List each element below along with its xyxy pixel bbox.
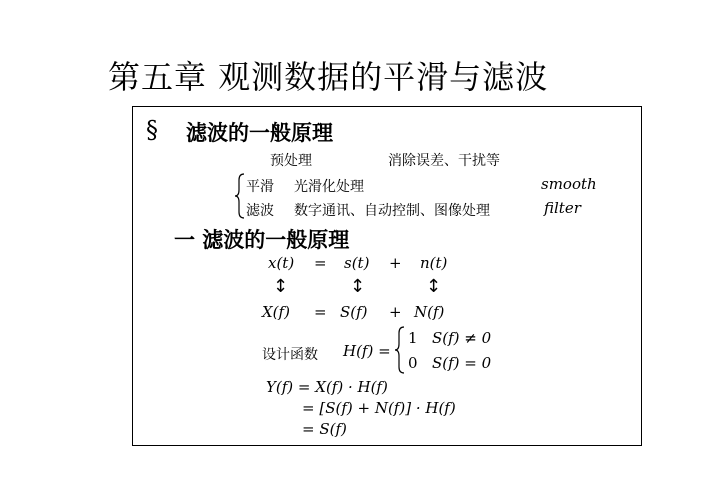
eq-plus-2: + — [389, 303, 402, 321]
result-line-1: Y(f) = X(f) · H(f) — [266, 378, 388, 396]
eq-X-f: X(f) — [262, 303, 290, 321]
filtering-desc: 数字通讯、自动控制、图像处理 — [294, 203, 490, 219]
design-fn-label: 设计函数 — [262, 347, 318, 363]
case0-value: 0 — [408, 354, 418, 372]
case0-condition: S(f) = 0 — [432, 354, 492, 372]
smoothing-label: 平滑 — [246, 179, 274, 195]
smoothing-desc: 光滑化处理 — [294, 179, 364, 195]
eq-x-t: x(t) — [268, 254, 295, 272]
subheading: 一 滤波的一般原理 — [174, 228, 350, 252]
design-fn-lhs: H(f) = — [343, 342, 391, 360]
case1-condition: S(f) ≠ 0 — [432, 329, 492, 347]
updown-arrow-icon: ↕ — [426, 276, 442, 297]
eq-plus-1: + — [389, 254, 402, 272]
eq-equals-2: = — [314, 303, 327, 321]
result-line-3: = S(f) — [302, 420, 347, 438]
preprocess-label: 预处理 — [270, 153, 312, 169]
smoothing-en: smooth — [541, 175, 597, 193]
cases-brace-icon — [394, 326, 406, 374]
eq-n-t: n(t) — [420, 254, 448, 272]
section-mark: § — [146, 116, 158, 144]
filtering-en: filter — [544, 199, 581, 217]
updown-arrow-icon: ↕ — [273, 276, 289, 297]
remove-errors-text: 消除误差、干扰等 — [388, 153, 500, 169]
updown-arrow-icon: ↕ — [350, 276, 366, 297]
filtering-label: 滤波 — [246, 203, 274, 219]
slide-title: 第五章 观测数据的平滑与滤波 — [108, 58, 549, 96]
eq-s-t: s(t) — [344, 254, 370, 272]
result-line-2: = [S(f) + N(f)] · H(f) — [302, 399, 456, 417]
eq-equals-1: = — [314, 254, 327, 272]
section-heading: 滤波的一般原理 — [186, 121, 333, 145]
eq-S-f: S(f) — [340, 303, 368, 321]
left-brace-icon — [234, 173, 246, 219]
case1-value: 1 — [408, 329, 418, 347]
eq-N-f: N(f) — [414, 303, 445, 321]
